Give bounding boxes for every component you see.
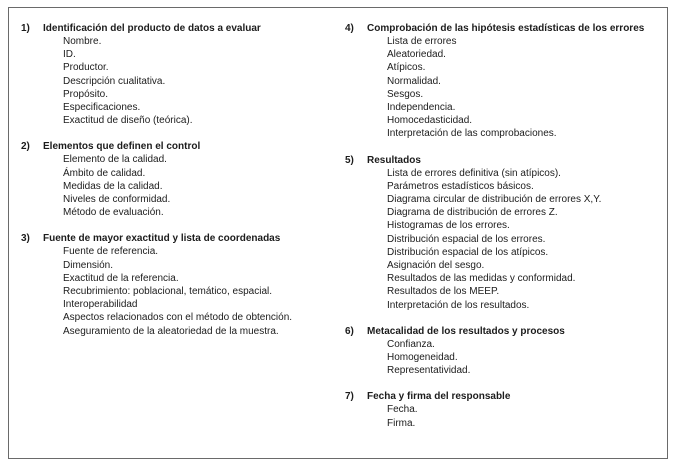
- document-frame: [8, 7, 668, 459]
- section: [21, 22, 337, 127]
- section-item: Histogramas de los errores.: [387, 220, 510, 232]
- section-number: 7): [345, 391, 354, 403]
- section-items: [63, 245, 337, 337]
- section-items: [63, 35, 337, 127]
- section-title: Fuente de mayor exactitud y lista de coordenadas: [43, 233, 281, 245]
- section-number: 6): [345, 325, 354, 337]
- section-item: Especificaciones.: [63, 102, 141, 114]
- section-items: [387, 35, 659, 141]
- section-title: Resultados: [367, 154, 421, 166]
- section-title: Fecha y firma del responsable: [367, 391, 511, 403]
- section-item: Atípicos.: [387, 62, 426, 74]
- section-title: Metacalidad de los resultados y procesos: [367, 325, 565, 337]
- section-item: Confianza.: [387, 338, 435, 350]
- section-item: Elemento de la calidad.: [63, 154, 167, 166]
- section-item: Aspectos relacionados con el método de obtención.: [63, 312, 293, 324]
- section-item: Diagrama circular de distribución de errores X,Y.: [387, 194, 602, 206]
- section-item: Propósito.: [63, 88, 109, 100]
- section-item: Exactitud de diseño (teórica).: [63, 115, 193, 127]
- section-item: Dimensión.: [63, 259, 114, 271]
- section-item: Distribución espacial de los atípicos.: [387, 246, 549, 258]
- section: [345, 390, 659, 429]
- section-head: [345, 22, 659, 35]
- section: [21, 140, 337, 219]
- section-item: Aleatoriedad.: [387, 49, 446, 61]
- section-item: Interpretación de las comprobaciones.: [387, 128, 557, 140]
- section-title: Comprobación de las hipótesis estadísticas de los errores: [367, 23, 645, 34]
- section-item: Resultados de las medidas y conformidad.: [387, 273, 576, 285]
- section-head: [345, 390, 659, 403]
- section-item: Firma.: [387, 417, 416, 429]
- section-item: Exactitud de la referencia.: [63, 272, 179, 284]
- section-item: Lista de errores: [387, 36, 457, 47]
- section-item: ID.: [63, 49, 76, 61]
- section-number: 1): [21, 23, 30, 34]
- section-number: 2): [21, 141, 30, 153]
- section-item: Interpretación de los resultados.: [387, 299, 530, 311]
- section-items: [387, 167, 659, 312]
- section-item: Independencia.: [387, 102, 456, 114]
- section-item: Homocedasticidad.: [387, 115, 473, 127]
- section-number: 3): [21, 233, 30, 245]
- section-item: Medidas de la calidad.: [63, 180, 163, 192]
- section: [345, 325, 659, 378]
- section: [21, 232, 337, 337]
- section-item: Productor.: [63, 62, 109, 74]
- section: [345, 22, 659, 141]
- section-item: Nombre.: [63, 36, 102, 47]
- section-head: [345, 154, 659, 167]
- section-item: Resultados de los MEEP.: [387, 286, 500, 298]
- section: [345, 154, 659, 312]
- section-item: Normalidad.: [387, 75, 441, 87]
- columns-container: [9, 8, 667, 443]
- section-item: Interoperabilidad: [63, 299, 138, 311]
- section-item: Método de evaluación.: [63, 207, 164, 219]
- section-item: Diagrama de distribución de errores Z.: [387, 207, 558, 219]
- section-head: [21, 22, 337, 35]
- section-head: [21, 140, 337, 153]
- section-number: 5): [345, 154, 354, 166]
- section-item: Homogeneidad.: [387, 352, 458, 364]
- right-column: [345, 22, 659, 443]
- section-item: Lista de errores definitiva (sin atípicos).: [387, 167, 561, 179]
- section-item: Sesgos.: [387, 88, 424, 100]
- section-item: Asignación del sesgo.: [387, 260, 485, 272]
- left-column: [21, 22, 345, 443]
- section-item: Descripción cualitativa.: [63, 75, 166, 87]
- section-item: Aseguramiento de la aleatoriedad de la muestra.: [63, 325, 279, 337]
- section-item: Ámbito de calidad.: [63, 167, 146, 179]
- section-title: Identificación del producto de datos a evaluar: [43, 23, 261, 34]
- section-item: Fecha.: [387, 404, 418, 416]
- section-item: Niveles de conformidad.: [63, 194, 171, 206]
- section-items: [387, 403, 659, 429]
- section-number: 4): [345, 23, 354, 34]
- section-head: [345, 325, 659, 338]
- section-items: [63, 153, 337, 219]
- section-item: Representatividad.: [387, 365, 471, 377]
- section-items: [387, 338, 659, 378]
- section-title: Elementos que definen el control: [43, 141, 201, 153]
- section-item: Fuente de referencia.: [63, 246, 159, 258]
- section-item: Parámetros estadísticos básicos.: [387, 180, 534, 192]
- section-head: [21, 232, 337, 245]
- section-item: Distribución espacial de los errores.: [387, 233, 546, 245]
- section-item: Recubrimiento: poblacional, temático, espacial.: [63, 286, 272, 298]
